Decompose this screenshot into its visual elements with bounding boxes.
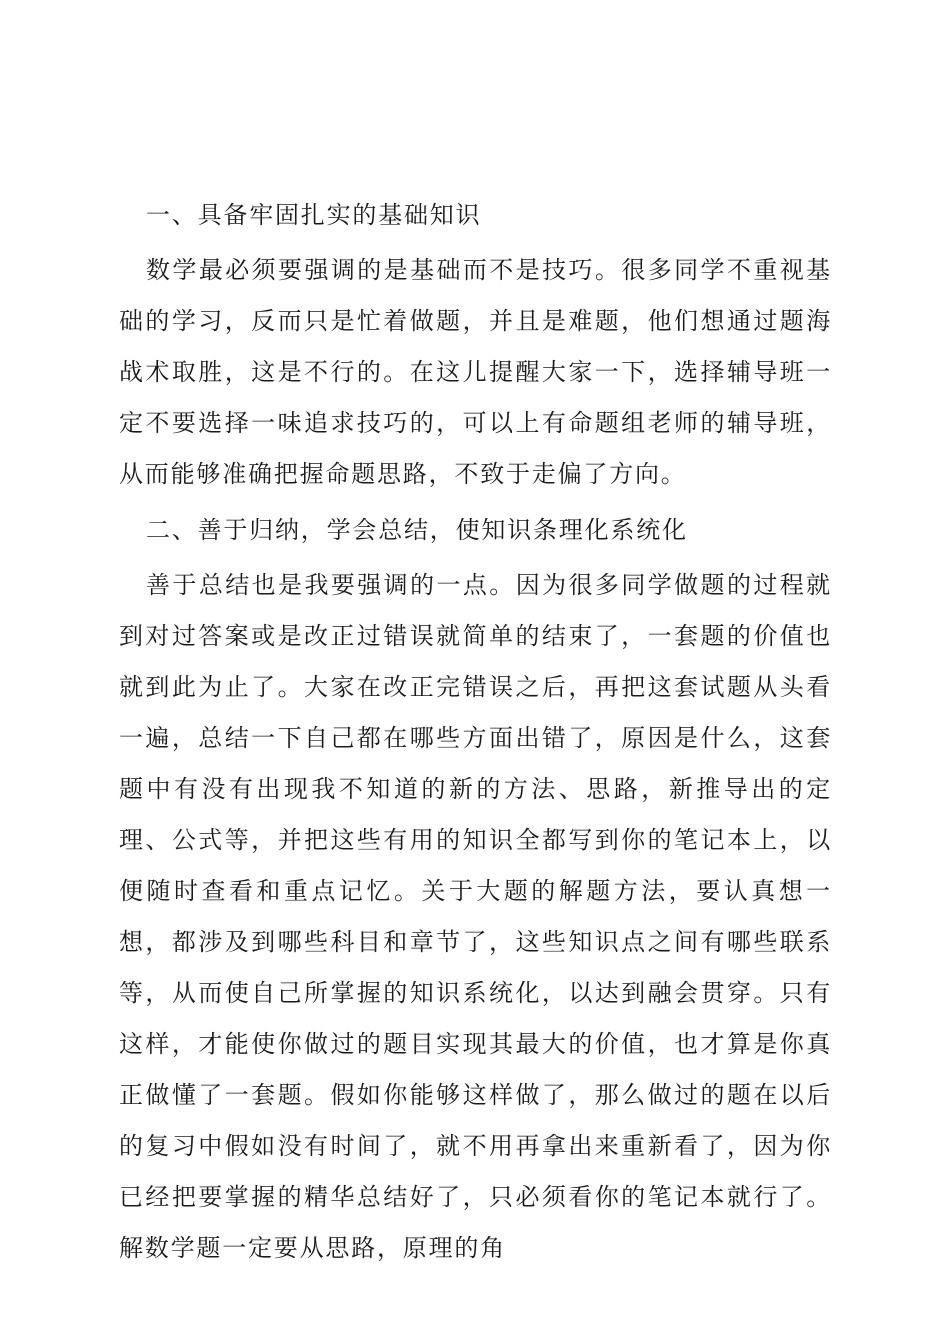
section-1-paragraph: 数学最必须要强调的是基础而不是技巧。很多同学不重视基础的学习，反而只是忙着做题，并且是难题，他们想通过题海战术取胜，这是不行的。在这儿提醒大家一下，选择辅导班一定不要选择一味追求技巧的，可以上有命题组老师的辅导班，从而能够准确把握命题思路，不致于走偏了方向。 — [119, 256, 832, 488]
section-2-heading: 二、善于归纳，学会总结，使知识条理化系统化 — [146, 516, 688, 544]
section-2-paragraph: 善于总结也是我要强调的一点。因为很多同学做题的过程就到对过答案或是改正过错误就简单的结束了，一套题的价值也就到此为止了。大家在改正完错误之后，再把这套试题从头看一遍，总结一下自己都在哪些方面出错了，原因是什么，这套题中有没有出现我不知道的新的方法、思路，新推导出的定理、公式等，并把这些有用的知识全都写到你的笔记本上，以便随时查看和重点记忆。关于大题的解题方法，要认真想一想，都涉及到哪些科目和章节了，这些知识点之间有哪些联系等，从而使自己所掌握的知识系统化，以达到融会贯穿。只有这样，才能使你做过的题目实现其最大的价值，也才算是你真正做懂了一套题。假如你能够这样做了，那么做过的题在以后的复习中假如没有时间了，就不用再拿出来重新看了，因为你已经把要掌握的精华总结好了，只必须看你的笔记本就行了。解数学题一定要从思路，原理的角 — [119, 571, 832, 1262]
section-1-heading: 一、具备牢固扎实的基础知识 — [146, 201, 482, 229]
document-page — [119, 190, 832, 1279]
